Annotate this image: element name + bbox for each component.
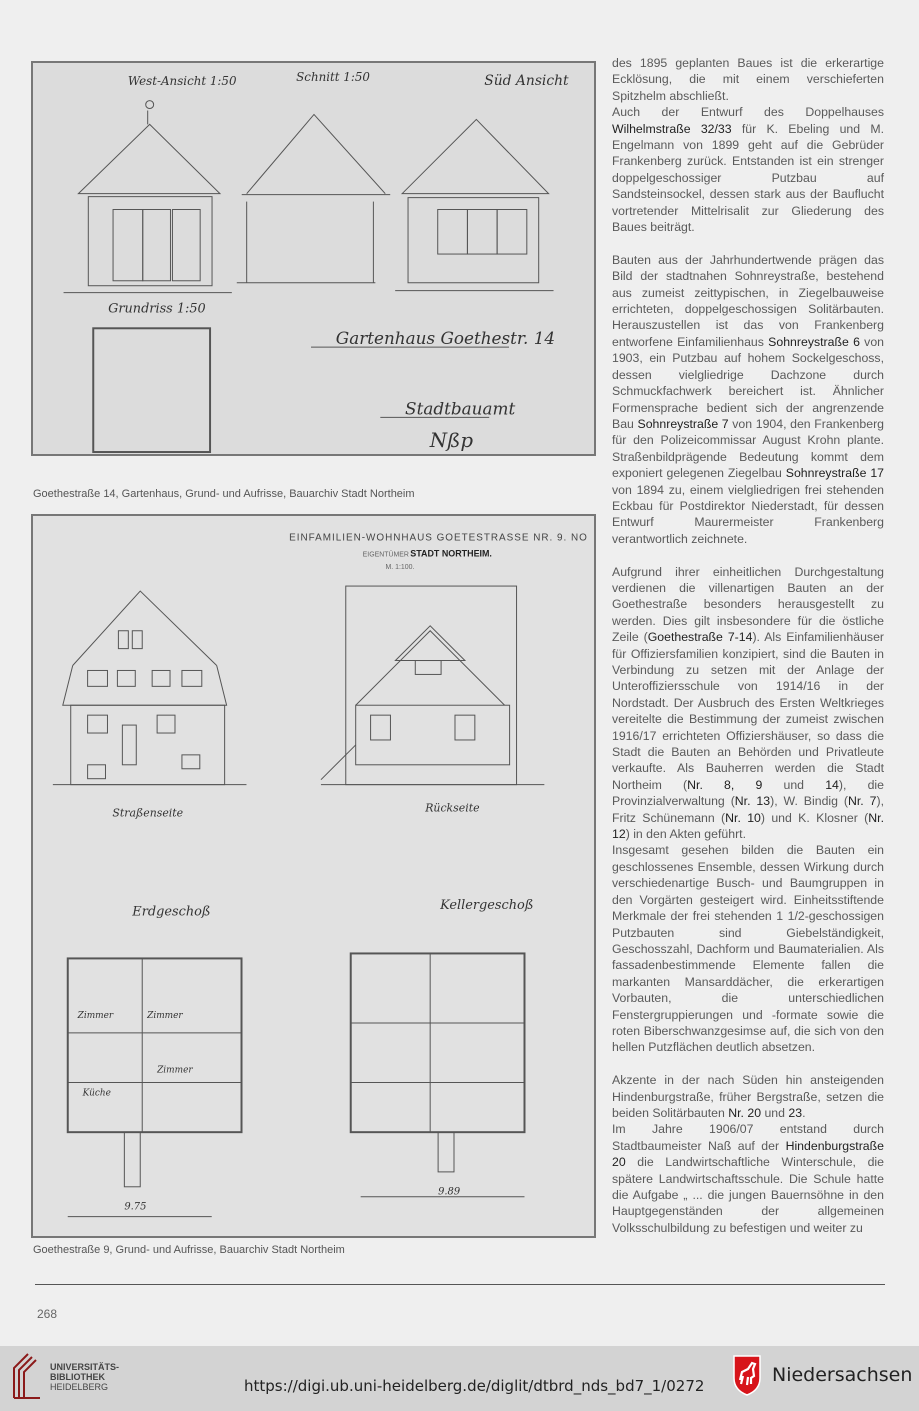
label-rear-side: Rückseite [425, 801, 480, 815]
label-floor-plan: Grundriss 1:50 [108, 301, 206, 317]
text-segment: . [802, 1105, 806, 1120]
text-segment: und [761, 1105, 789, 1120]
text-segment: von 1903, ein Putzbau auf hohem Sockelgeschoss, dessen vielgliedrige Dachzone durch Schmuckfachwerk bereichert ist. Ähnlicher Formensprache bedient sich der angrenzende Bau [612, 334, 885, 431]
body-paragraph [612, 104, 884, 235]
figure-goethestrasse-9-drawing [31, 514, 596, 1238]
body-paragraph [612, 252, 884, 547]
address-reference: Wilhelmstraße 32/33 [612, 121, 732, 136]
label-west-view: West-Ansicht 1:50 [127, 73, 237, 88]
page-rule [35, 1284, 885, 1285]
state-name: Niedersachsen [772, 1364, 913, 1386]
text-segment: ). Als Einfamilienhäuser für Offiziersfamilien konzipiert, sind die Bauten in Verbindung zu setzen mit der Anlage der Unteroffiziersschule von 1914/16 in der Nordstadt. Der Ausbruch des Ersten Weltkrieges vereitelte die Bestimmung der zumeist zwischen 1916/17 errichteten Offiziershäuser, so dass die Stadt die Bauten an Behörden und Privatleute verkaufte. Als Bauherren werden die Stadt Northeim ( [612, 630, 885, 792]
label-kitchen: Küche [82, 1088, 111, 1099]
address-reference: Goethestraße 7-14 [647, 630, 753, 645]
address-reference: 14 [825, 777, 839, 792]
address-reference: 23 [788, 1105, 803, 1120]
text-segment: Auch der Entwurf des Doppelhauses [612, 105, 884, 120]
address-reference: Nr. 10 [725, 810, 761, 825]
ub-heidelberg-logo-icon [10, 1352, 44, 1402]
body-paragraph [612, 1121, 884, 1236]
label-drawing-title: Gartenhaus Goethestr. 14 [335, 328, 556, 349]
text-segment: ), die Provinzialverwaltung ( [612, 777, 884, 809]
niedersachsen-logo[interactable] [732, 1354, 912, 1396]
library-name-line2: BIBLIOTHEK [50, 1372, 105, 1382]
figure-caption: Goethestraße 9, Grund- und Aufrisse, Bauarchiv Stadt Northeim [33, 1244, 345, 1256]
library-name-line1: UNIVERSITÄTS- [50, 1362, 120, 1372]
label-dimension: 9.89 [438, 1186, 461, 1198]
label-room: Zimmer [157, 1065, 193, 1076]
body-paragraph [612, 564, 884, 843]
text-segment: von 1904, den Frankenberg für den Polizeicommissar August Krohn plante. Straßenbildprägende Bedeutung kommt dem exponiert gelegenen Ziegelbau [612, 416, 884, 481]
label-room: Zimmer [147, 1010, 183, 1021]
niedersachsen-horse-crest-icon [732, 1354, 762, 1396]
text-segment: Akzente in der nach Süden hin ansteigenden Hindenburgstraße, früher Bergstraße, setzen die beiden Solitärbauten [612, 1073, 884, 1120]
library-logo[interactable] [10, 1352, 119, 1402]
library-name-line3: HEIDELBERG [50, 1382, 109, 1392]
label-drawing-title: EINFAMILIEN-WOHNHAUS GOETESTRASSE NR. 9. NO [289, 532, 588, 544]
address-reference: Sohnreystraße 6 [768, 334, 860, 349]
text-segment: des 1895 geplanten Baues ist die erkerartige Ecklösung, die mit einem verschieferten Spitzhelm abschließt. [612, 56, 884, 103]
text-segment: von 1894 zu, einem vielgliedrigen frei stehenden Eckbau für Postdirektor Niederstadt, für dessen Entwurf Maurermeister Frankenberg verantwortlich zeichnete. [612, 482, 884, 546]
label-stamp: Stadtbauamt [405, 398, 516, 419]
label-section: Schnitt 1:50 [296, 69, 370, 84]
address-reference: Nr. 20 [728, 1105, 762, 1120]
label-ground-floor: Erdgeschoß [132, 904, 211, 920]
label-room: Zimmer [77, 1010, 114, 1021]
text-segment: für K. Ebeling und M. Engelmann von 1899 geht auf die Gebrüder Frankenberg zurück. Entstanden ist ein strenger doppelgeschossiger Putzbau auf Sandsteinsockel, dessen stark aus der Bauflucht vortretender Mittelrisalit zur Gliederung des Baues beiträgt. [612, 121, 884, 235]
label-dimension: 9.75 [124, 1201, 147, 1213]
text-segment: ) und K. Klosner ( [760, 810, 869, 825]
permalink-url[interactable]: https://digi.ub.uni-heidelberg.de/diglit/dtbrd_nds_bd7_1/0272 [244, 1377, 705, 1395]
figure-gartenhaus-drawing [31, 61, 596, 456]
text-segment: die Landwirtschaftliche Winterschule, die spätere Landwirtschaftsschule. Die Schule hatte die Aufgabe „ ... die jungen Bauernsöhne in den Hauptgegenständen der allgemeinen Volksschulbildung zu befestigen und weiter zu [612, 1155, 884, 1235]
label-signature: Nßp [429, 429, 473, 453]
architectural-drawing-gartenhaus [33, 63, 594, 454]
address-reference: Sohnreystraße 7 [637, 416, 729, 431]
architectural-drawing-wohnhaus [33, 516, 594, 1236]
body-paragraph [612, 55, 884, 104]
digitization-footer [0, 1346, 919, 1411]
label-south-view: Süd Ansicht [484, 72, 569, 89]
body-paragraph [612, 1072, 884, 1121]
text-segment: Insgesamt gesehen bilden die Bauten ein geschlossenes Ensemble, dessen Wirkung durch verschiedenartige Busch- und Baumgruppen in den Vorgärten gesteigert wird. Einheitsstiftende Merkmale der frei stehenden 1 1/2-geschossigen Putzbauten sind Giebelständigkeit, Geschosszahl, Dachform und Baumaterialien. Als fassadenbestimmende Elemente fallen die markanten Mansarddächer, die erkerartigen Vorbauten, die unterschiedlichen Fenstergruppierungen und -formate sowie die roten Biberschwanzgesimse auf, die sich von den hellen Putzflächen deutlich absetzen. [612, 843, 884, 1055]
body-paragraph [612, 842, 884, 1055]
address-reference: Sohnreystraße 17 [785, 466, 884, 481]
text-segment: und [762, 777, 826, 792]
address-reference: Hindenburgstraße 20 [612, 1138, 884, 1170]
address-reference: Nr. 13 [734, 794, 771, 809]
figure-caption: Goethestraße 14, Gartenhaus, Grund- und Aufrisse, Bauarchiv Stadt Northeim [33, 488, 415, 500]
text-segment: Bauten aus der Jahrhundertwende prägen das Bild der stadtnahen Sohnreystraße, bestehend aus zumeist zeittypischen, in Ziegelbauweise errichteten, doppelgeschossigen Solitärbauten. Herauszustellen ist das von Frankenberg entworfene Einfamilienhaus [612, 252, 884, 349]
label-owner-prefix: EIGENTÜMER [362, 551, 409, 559]
text-segment: Im Jahre 1906/07 entstand durch Stadtbaumeister Naß auf der [612, 1122, 884, 1153]
label-street-side: Straßenseite [112, 806, 184, 820]
text-segment: ), W. Bindig ( [770, 794, 848, 809]
body-text-column [612, 55, 884, 1236]
address-reference: Nr. 12 [612, 810, 884, 842]
label-scale: M. 1:100. [385, 564, 415, 572]
address-reference: Nr. 8, 9 [687, 777, 763, 792]
label-owner: STADT NORTHEIM. [410, 548, 492, 559]
text-segment: Aufgrund ihrer einheitlichen Durchgestaltung verdienen die villenartigen Bauten an der Goethestraße besonders herausgestellt zu werden. Dies gilt insbesondere für die östliche Zeile ( [612, 564, 884, 645]
text-segment: ) in den Akten geführt. [625, 827, 747, 842]
label-basement: Kellergeschoß [440, 897, 534, 913]
text-segment: ), Fritz Schünemann ( [612, 794, 884, 825]
address-reference: Nr. 7 [848, 794, 877, 809]
page-number: 268 [37, 1307, 58, 1321]
